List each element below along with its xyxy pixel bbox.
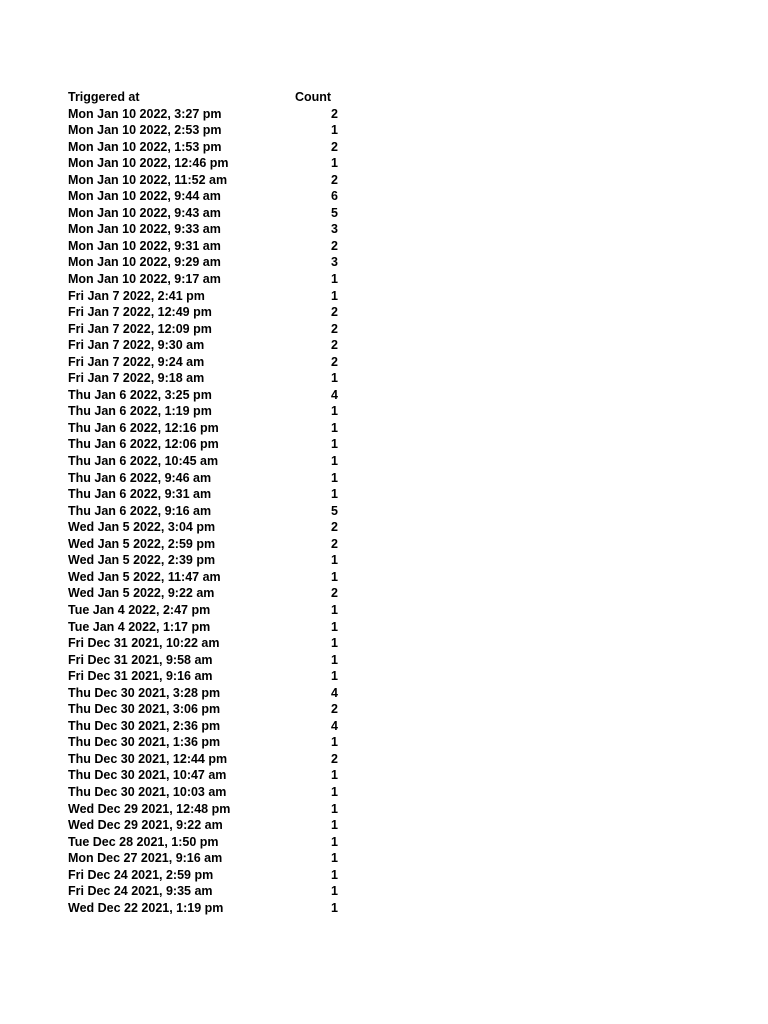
triggered-at-cell: Mon Jan 10 2022, 12:46 pm [68,156,229,171]
table-row [68,420,340,437]
triggered-at-cell: Mon Jan 10 2022, 2:53 pm [68,123,222,138]
count-cell: 1 [331,288,338,303]
table-row [68,751,340,768]
table-row [68,106,340,123]
count-cell: 4 [331,387,338,402]
count-cell: 2 [331,354,338,369]
triggered-at-cell: Fri Dec 31 2021, 9:16 am [68,669,213,684]
triggered-at-cell: Mon Jan 10 2022, 9:17 am [68,272,221,287]
count-cell: 1 [331,834,338,849]
count-cell: 2 [331,536,338,551]
triggered-at-cell: Fri Jan 7 2022, 2:41 pm [68,288,205,303]
table-row [68,321,340,338]
count-cell: 5 [331,205,338,220]
count-cell: 4 [331,685,338,700]
count-cell: 1 [331,470,338,485]
triggered-at-cell: Fri Dec 31 2021, 10:22 am [68,636,220,651]
count-cell: 1 [331,602,338,617]
table-row [68,337,340,354]
count-cell: 2 [331,172,338,187]
count-cell: 2 [331,321,338,336]
table-row [68,503,340,520]
triggered-at-cell: Thu Dec 30 2021, 10:03 am [68,784,227,799]
table-row [68,734,340,751]
table-row [68,652,340,669]
table-row [68,834,340,851]
triggered-at-cell: Mon Jan 10 2022, 11:52 am [68,172,228,187]
triggered-at-cell: Thu Dec 30 2021, 1:36 pm [68,735,221,750]
table-row [68,304,340,321]
triggered-at-cell: Wed Jan 5 2022, 11:47 am [68,569,221,584]
count-cell: 3 [331,222,338,237]
count-cell: 1 [331,272,338,287]
table-row [68,801,340,818]
table-row [68,139,340,156]
count-cell: 1 [331,371,338,386]
count-cell: 1 [331,619,338,634]
triggered-at-cell: Fri Jan 7 2022, 12:49 pm [68,305,212,320]
count-cell: 1 [331,420,338,435]
triggered-at-cell: Thu Jan 6 2022, 12:06 pm [68,437,219,452]
table-row [68,817,340,834]
triggered-at-cell: Fri Jan 7 2022, 9:24 am [68,354,205,369]
table-row [68,155,340,172]
count-cell: 1 [331,156,338,171]
table-row [68,718,340,735]
triggered-at-cell: Thu Dec 30 2021, 3:06 pm [68,702,221,717]
triggered-at-cell: Mon Dec 27 2021, 9:16 am [68,851,223,866]
count-cell: 4 [331,718,338,733]
triggered-at-cell: Wed Dec 29 2021, 12:48 pm [68,801,231,816]
table-row [68,486,340,503]
table-row [68,635,340,652]
triggered-at-cell: Mon Jan 10 2022, 1:53 pm [68,139,222,154]
triggered-at-cell: Tue Dec 28 2021, 1:50 pm [68,834,219,849]
count-cell: 1 [331,487,338,502]
count-cell: 1 [331,404,338,419]
count-cell: 1 [331,636,338,651]
table-row [68,188,340,205]
table-row [68,867,340,884]
triggered-at-cell: Wed Jan 5 2022, 3:04 pm [68,520,216,535]
count-cell: 1 [331,735,338,750]
count-cell: 1 [331,801,338,816]
triggered-at-cell: Mon Jan 10 2022, 3:27 pm [68,106,222,121]
triggered-at-cell: Fri Jan 7 2022, 9:18 am [68,371,205,386]
triggered-at-cell: Thu Jan 6 2022, 9:46 am [68,470,212,485]
table-row [68,685,340,702]
triggered-at-cell: Thu Jan 6 2022, 12:16 pm [68,420,219,435]
count-cell: 1 [331,818,338,833]
count-cell: 2 [331,106,338,121]
count-cell: 1 [331,867,338,882]
count-cell: 5 [331,503,338,518]
triggered-at-cell: Thu Dec 30 2021, 2:36 pm [68,718,221,733]
table-row [68,172,340,189]
count-cell: 2 [331,586,338,601]
count-cell: 2 [331,520,338,535]
trigger-count-table [68,89,340,916]
triggered-at-cell: Thu Jan 6 2022, 3:25 pm [68,387,212,402]
triggered-at-cell: Thu Jan 6 2022, 1:19 pm [68,404,212,419]
table-row [68,271,340,288]
triggered-at-cell: Wed Jan 5 2022, 2:39 pm [68,553,216,568]
table-row [68,701,340,718]
table-row [68,519,340,536]
table-row [68,470,340,487]
count-cell: 1 [331,851,338,866]
count-cell: 1 [331,784,338,799]
table-row [68,668,340,685]
table-row [68,205,340,222]
triggered-at-cell: Thu Dec 30 2021, 12:44 pm [68,751,228,766]
table-row [68,784,340,801]
count-cell: 1 [331,123,338,138]
triggered-at-cell: Mon Jan 10 2022, 9:43 am [68,205,221,220]
triggered-at-cell: Fri Jan 7 2022, 9:30 am [68,338,205,353]
count-cell: 1 [331,553,338,568]
triggered-at-cell: Thu Jan 6 2022, 9:31 am [68,487,212,502]
triggered-at-cell: Fri Dec 24 2021, 9:35 am [68,884,213,899]
triggered-at-cell: Mon Jan 10 2022, 9:29 am [68,255,221,270]
triggered-at-cell: Mon Jan 10 2022, 9:33 am [68,222,221,237]
table-row [68,387,340,404]
triggered-at-cell: Thu Jan 6 2022, 9:16 am [68,503,212,518]
table-header-row [68,89,340,106]
triggered-at-cell: Thu Jan 6 2022, 10:45 am [68,454,219,469]
count-cell: 2 [331,305,338,320]
table-row [68,436,340,453]
table-row [68,122,340,139]
table-row [68,354,340,371]
triggered-at-cell: Fri Dec 31 2021, 9:58 am [68,652,213,667]
count-cell: 1 [331,437,338,452]
count-cell: 2 [331,238,338,253]
triggered-at-cell: Wed Jan 5 2022, 2:59 pm [68,536,216,551]
table-row [68,370,340,387]
triggered-at-cell: Tue Jan 4 2022, 1:17 pm [68,619,211,634]
count-cell: 1 [331,669,338,684]
count-cell: 1 [331,454,338,469]
table-row [68,883,340,900]
table-row [68,403,340,420]
table-row [68,767,340,784]
count-header: Count [295,90,332,104]
count-cell: 6 [331,189,338,204]
triggered-at-cell: Fri Jan 7 2022, 12:09 pm [68,321,212,336]
table-row [68,238,340,255]
table-row [68,536,340,553]
count-cell: 2 [331,338,338,353]
count-cell: 1 [331,900,338,915]
table-row [68,221,340,238]
table-row [68,254,340,271]
triggered-at-cell: Mon Jan 10 2022, 9:44 am [68,189,221,204]
count-cell: 2 [331,702,338,717]
count-cell: 3 [331,255,338,270]
table-row [68,602,340,619]
table-row [68,569,340,586]
table-row [68,288,340,305]
triggered-at-cell: Mon Jan 10 2022, 9:31 am [68,238,221,253]
count-cell: 2 [331,139,338,154]
table-row [68,619,340,636]
triggered-at-header: Triggered at [68,90,140,104]
table-row [68,585,340,602]
count-cell: 2 [331,751,338,766]
table-body [68,106,340,917]
table-row [68,552,340,569]
triggered-at-cell: Wed Dec 22 2021, 1:19 pm [68,900,224,915]
count-cell: 1 [331,652,338,667]
triggered-at-cell: Thu Dec 30 2021, 3:28 pm [68,685,221,700]
table-row [68,453,340,470]
triggered-at-cell: Thu Dec 30 2021, 10:47 am [68,768,227,783]
table-row [68,900,340,917]
count-cell: 1 [331,569,338,584]
triggered-at-cell: Wed Dec 29 2021, 9:22 am [68,818,223,833]
triggered-at-cell: Wed Jan 5 2022, 9:22 am [68,586,215,601]
count-cell: 1 [331,768,338,783]
triggered-at-cell: Fri Dec 24 2021, 2:59 pm [68,867,214,882]
triggered-at-cell: Tue Jan 4 2022, 2:47 pm [68,602,211,617]
count-cell: 1 [331,884,338,899]
table-row [68,850,340,867]
